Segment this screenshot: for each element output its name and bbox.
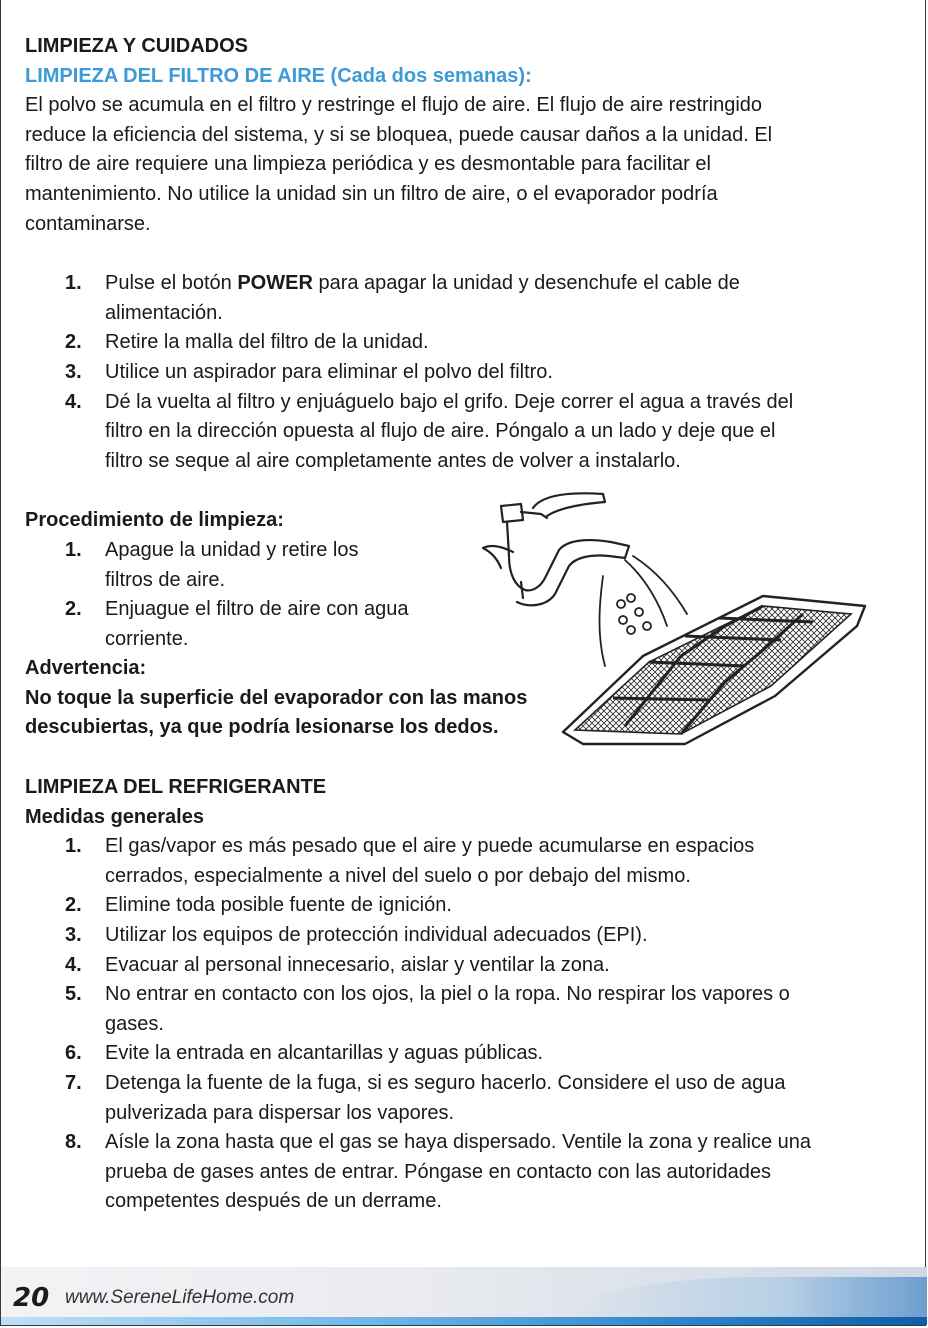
general-steps-list: [25, 832, 895, 1217]
step-text: corriente.: [105, 627, 189, 650]
warning-line: descubiertas, ya que podría lesionarse los dedos.: [25, 716, 499, 739]
step-text-cont: filtro en la dirección opuesta al flujo de aire. Póngalo a un lado y deje que el: [105, 420, 776, 443]
step-number: 1.: [65, 538, 82, 561]
list-item: [25, 328, 895, 358]
step-number: 6.: [65, 1042, 82, 1065]
power-keyword: POWER: [237, 272, 313, 295]
warning-heading: Advertencia:: [25, 657, 147, 680]
list-item: [25, 951, 895, 981]
step-number: 4.: [65, 953, 82, 976]
refrigerant-heading: LIMPIEZA DEL REFRIGERANTE: [25, 776, 327, 799]
step-text: filtros de aire.: [105, 568, 226, 591]
spacer: [25, 239, 895, 269]
footer-decoration: [567, 1277, 927, 1317]
filter-heading: LIMPIEZA DEL FILTRO DE AIRE (Cada dos semanas):: [25, 64, 532, 87]
step-text: Utilizar los equipos de protección individual adecuados (EPI).: [105, 924, 648, 947]
step-text: competentes después de un derrame.: [105, 1190, 442, 1213]
step-text: Apague la unidad y retire los: [105, 538, 359, 561]
step-number: 1.: [65, 835, 82, 858]
step-text: Utilice un aspirador para eliminar el polvo del filtro.: [105, 360, 553, 383]
step-number: 8.: [65, 1131, 82, 1154]
list-item: [25, 1069, 895, 1128]
step-text: Pulse el botón: [105, 272, 238, 295]
general-heading: Medidas generales: [25, 805, 204, 828]
step-text: Evacuar al personal innecesario, aislar y ventilar la zona.: [105, 953, 610, 976]
step-number: 2.: [65, 598, 82, 621]
filter-steps-list: [25, 269, 895, 476]
step-text: Detenga la fuente de la fuga, si es seguro hacerlo. Considere el uso de agua: [105, 1072, 786, 1094]
warning-line: No toque la superficie del evaporador con las manos: [25, 686, 528, 709]
list-item: [25, 891, 895, 921]
website-url: www.SereneLifeHome.com: [65, 1287, 295, 1308]
page-number: 20: [13, 1283, 50, 1313]
step-text: para apagar la unidad y desenchufe el cable de: [312, 272, 740, 295]
footer: [1, 1267, 927, 1325]
faucet-filter-illustration: [463, 486, 883, 758]
list-item: [25, 832, 895, 891]
step-text: No entrar en contacto con los ojos, la piel o la ropa. No respirar los vapores o: [105, 983, 790, 1006]
procedure-heading: Procedimiento de limpieza:: [25, 509, 284, 532]
step-text-cont: filtro se seque al aire completamente antes de volver a instalarlo.: [105, 449, 681, 472]
step-text: prueba de gases antes de entrar. Póngase en contacto con las autoridades: [105, 1160, 772, 1183]
filter-intro-line: mantenimiento. No utilice la unidad sin un filtro de aire, o el evaporador podría: [25, 182, 718, 205]
filter-intro-line: El polvo se acumula en el filtro y restringe el flujo de aire. El flujo de aire restringido: [25, 94, 763, 117]
filter-intro-line: reduce la eficiencia del sistema, y si se bloquea, puede causar daños a la unidad. El: [25, 123, 773, 146]
step-text: pulverizada para dispersar los vapores.: [105, 1101, 455, 1124]
faucet-icon: [483, 493, 629, 605]
filter-intro-line: filtro de aire requiere una limpieza periódica y es desmontable para facilitar el: [25, 153, 711, 176]
list-item: [25, 980, 895, 1039]
step-number: 2.: [65, 331, 82, 354]
step-text-cont: alimentación.: [105, 301, 223, 324]
step-number: 3.: [65, 924, 82, 947]
step-text: Retire la malla del filtro de la unidad.: [105, 331, 429, 354]
step-text: Dé la vuelta al filtro y enjuáguelo bajo el grifo. Deje correr el agua a través del: [105, 390, 794, 413]
step-text: Evite la entrada en alcantarillas y aguas públicas.: [105, 1042, 544, 1065]
step-text: gases.: [105, 1012, 164, 1035]
footer-strip: [1, 1317, 927, 1325]
step-text: El gas/vapor es más pesado que el aire y puede acumularse en espacios: [105, 835, 755, 858]
list-item: [25, 269, 895, 328]
step-text: Enjuague el filtro de aire con agua: [105, 598, 409, 621]
list-item: [25, 388, 895, 477]
step-text: cerrados, especialmente a nivel del suelo o por debajo del mismo.: [105, 864, 691, 887]
step-number: 3.: [65, 360, 82, 383]
list-item: [25, 1039, 895, 1069]
list-item: [25, 536, 445, 595]
step-text: Aísle la zona hasta que el gas se haya dispersado. Ventile la zona y realice una: [105, 1131, 812, 1154]
step-number: 4.: [65, 390, 82, 413]
step-number: 2.: [65, 894, 82, 917]
step-number: 7.: [65, 1072, 82, 1094]
list-item: [25, 1128, 895, 1217]
filter-intro-line: contaminarse.: [25, 212, 151, 235]
filter-intro: [25, 91, 895, 239]
list-item: [25, 358, 895, 388]
step-number: 5.: [65, 983, 82, 1006]
air-filter-icon: [563, 596, 865, 744]
list-item: [25, 921, 895, 951]
step-number: 1.: [65, 272, 82, 295]
section-title: LIMPIEZA Y CUIDADOS: [25, 35, 248, 57]
list-item: [25, 595, 445, 654]
step-text: Elimine toda posible fuente de ignición.: [105, 894, 452, 917]
